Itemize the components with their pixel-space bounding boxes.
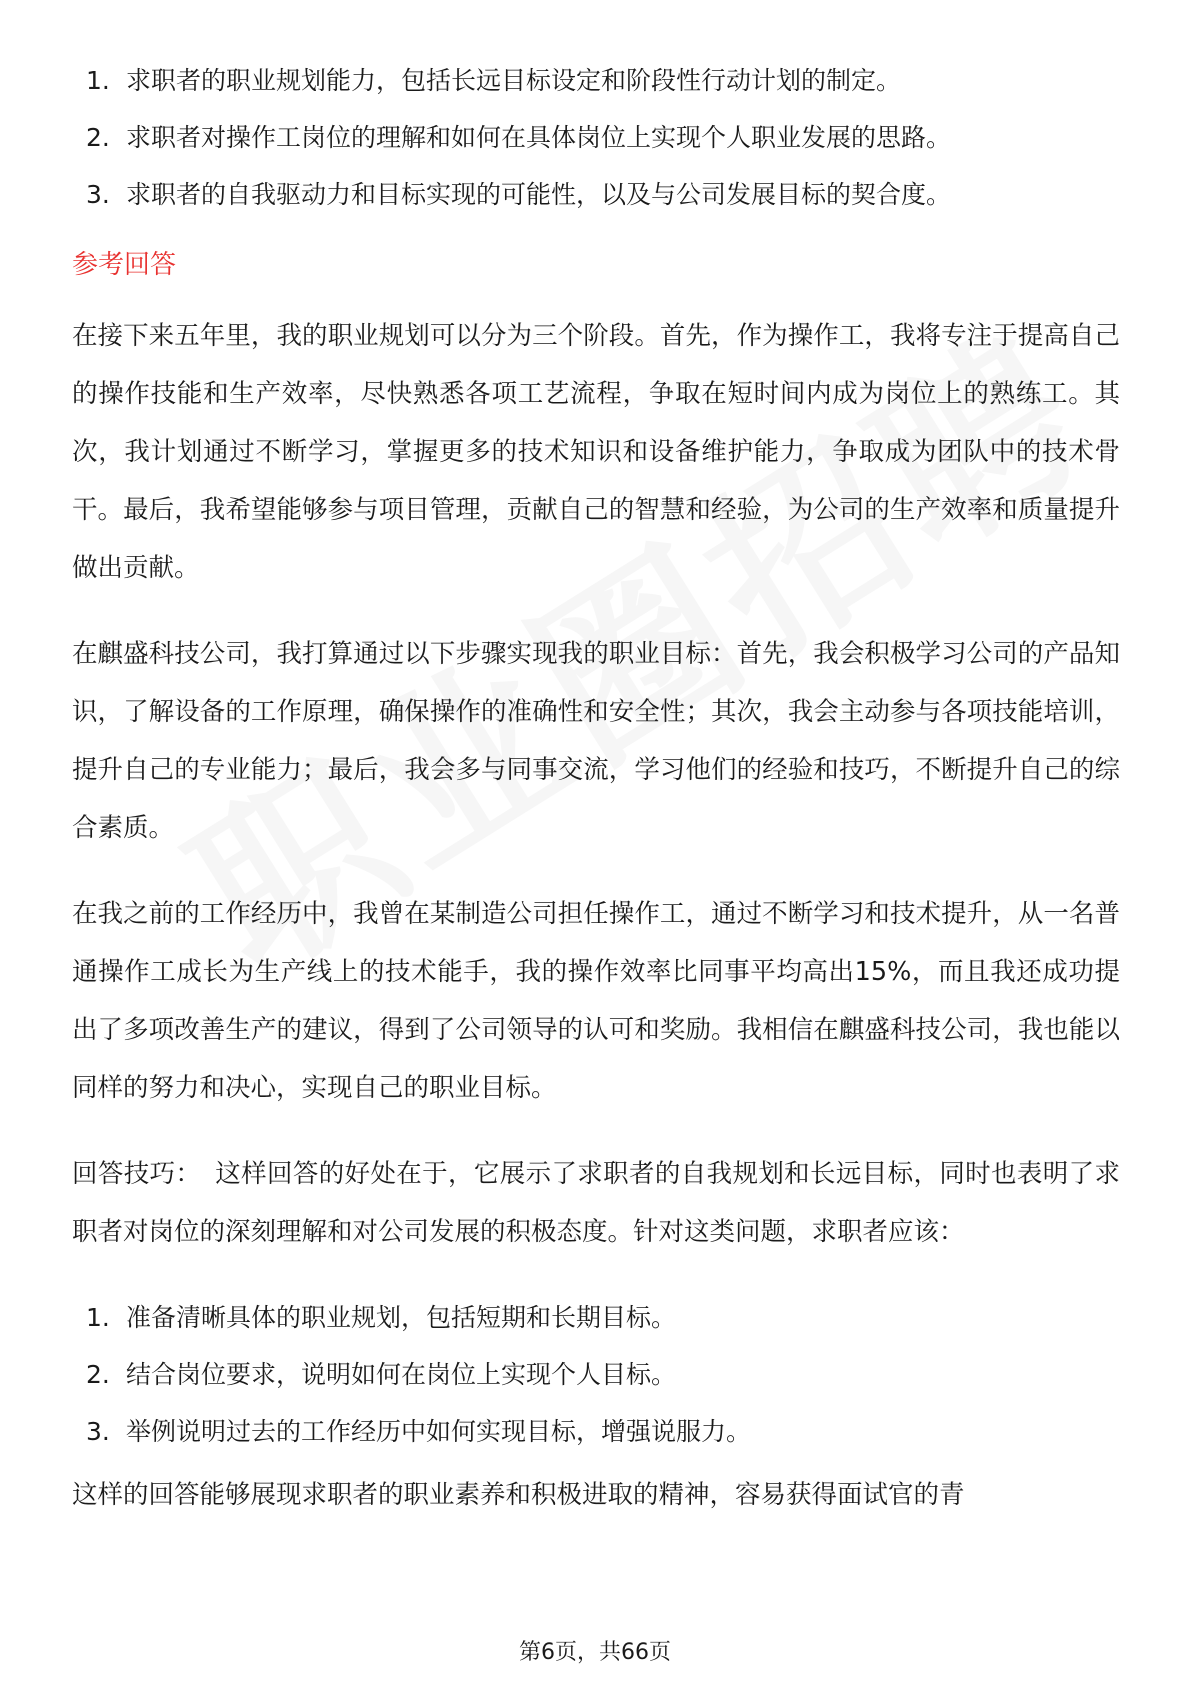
list-number: 3. (86, 180, 110, 209)
tips-label: 回答技巧： (72, 1159, 202, 1189)
list-item (72, 109, 1120, 166)
list-item (72, 1346, 1120, 1403)
list-item (72, 1289, 1120, 1346)
evaluation-points-list (72, 52, 1120, 223)
answer-heading: 参考回答 (72, 250, 177, 280)
tips-text: 这样回答的好处在于，它展示了求职者的自我规划和长远目标，同时也表明了求职者对岗位的深刻理解和对公司发展的积极态度。针对这类问题，求职者应该： (72, 1159, 1120, 1247)
list-text: 准备清晰具体的职业规划，包括短期和长期目标。 (126, 1303, 677, 1332)
list-number: 2. (86, 123, 110, 152)
list-number: 1. (86, 66, 110, 95)
list-number: 3. (86, 1417, 110, 1446)
list-item (72, 1403, 1120, 1460)
document-page (72, 52, 1120, 1552)
list-number: 1. (86, 1303, 110, 1332)
list-text: 举例说明过去的工作经历中如何实现目标，增强说服力。 (126, 1417, 752, 1446)
list-text: 求职者的自我驱动力和目标实现的可能性，以及与公司发展目标的契合度。 (126, 180, 952, 209)
list-item (72, 52, 1120, 109)
answer-paragraph: 在接下来五年里，我的职业规划可以分为三个阶段。首先，作为操作工，我将专注于提高自己的操作技能和生产效率，尽快熟悉各项工艺流程，争取在短时间内成为岗位上的熟练工。其次，我计划通过不断学习，掌握更多的技术知识和设备维护能力，争取成为团队中的技术骨干。最后，我希望能够参与项目管理，贡献自己的智慧和经验，为公司的生产效率和质量提升做出贡献。 (72, 321, 1120, 583)
list-text: 求职者的职业规划能力，包括长远目标设定和阶段性行动计划的制定。 (126, 66, 902, 95)
list-number: 2. (86, 1360, 110, 1389)
answer-paragraph: 在我之前的工作经历中，我曾在某制造公司担任操作工，通过不断学习和技术提升，从一名普通操作工成长为生产线上的技术能手，我的操作效率比同事平均高出15%，而且我还成功提出了多项改善生产的建议，得到了公司领导的认可和奖励。我相信在麒盛科技公司，我也能以同样的努力和决心，实现自己的职业目标。 (72, 899, 1120, 1103)
closing-paragraph: 这样的回答能够展现求职者的职业素养和积极进取的精神，容易获得面试官的青 (72, 1480, 965, 1510)
tips-list (72, 1289, 1120, 1460)
page-footer: 第6页，共66页 (519, 1640, 671, 1665)
answer-paragraph: 在麒盛科技公司，我打算通过以下步骤实现我的职业目标：首先，我会积极学习公司的产品知识，了解设备的工作原理，确保操作的准确性和安全性；其次，我会主动参与各项技能培训，提升自己的专业能力；最后，我会多与同事交流，学习他们的经验和技巧，不断提升自己的综合素质。 (72, 639, 1120, 843)
tips-paragraph (72, 1145, 1120, 1261)
list-item (72, 166, 1120, 223)
list-text: 求职者对操作工岗位的理解和如何在具体岗位上实现个人职业发展的思路。 (126, 123, 952, 152)
list-text: 结合岗位要求，说明如何在岗位上实现个人目标。 (126, 1360, 677, 1389)
